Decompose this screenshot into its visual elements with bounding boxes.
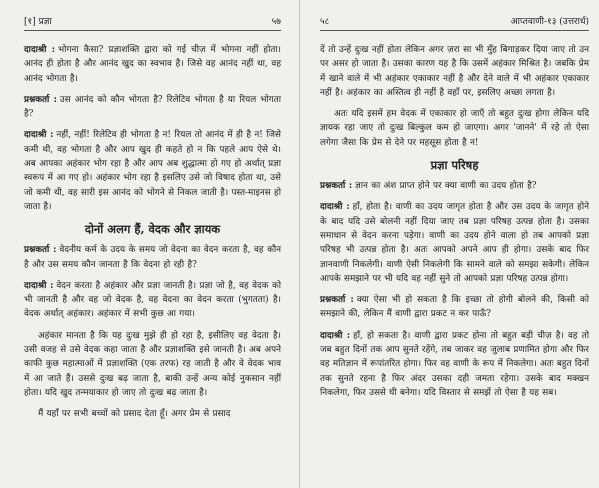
paragraph xyxy=(320,107,589,150)
paragraph xyxy=(24,43,281,86)
paragraph xyxy=(24,128,281,214)
speaker-label: दादाश्री : xyxy=(320,202,350,213)
right-page-header xyxy=(320,10,589,31)
paragraph-text: उस आनंद को कौन भोगता है? रिलेटिव भोगता है या रियल भोगता है? xyxy=(24,94,281,120)
speaker-label: प्रश्नकर्ता : xyxy=(24,94,57,105)
right-page xyxy=(300,0,599,488)
paragraph xyxy=(24,93,281,122)
left-page-header xyxy=(24,10,281,31)
paragraph-text: वेदनीय कर्म के उदय के समय जो वेदना का वेदन करता है, वह कौन है और उस समय कौन जानता है कि वेदना हो रही है? xyxy=(24,245,281,270)
speaker-label: दादाश्री : xyxy=(24,280,54,291)
paragraph-text: मैं यहाँ पर सभी बच्चों को प्रसाद देता हूँ। अगर प्रेम से प्रसाद xyxy=(38,409,231,420)
paragraph xyxy=(320,293,589,322)
paragraph xyxy=(24,243,281,272)
paragraph-text: अहंकार मानता है कि यह दुःख मुझे ही हो रहा है, इसीलिए वह वेदता है। उसी वजह से उसे वेदक कहा जाता है और प्रज्ञाशक्ति इसे जानती है। अब अपने काफी कुछ महात्माओं में प्रज्ञाशक्ति (एक तरफ) रह जाती है और वे वेदक भाव में आ जाते हैं। उससे दुःख बढ़ जाता है, बाकी उन्हें अन्य कोई नुकसान नहीं होता। यदि खुद तन्मयाकार हो जाए तो दुःख बढ़ जाता है। xyxy=(24,330,281,398)
section-heading: प्रज्ञा परिषह xyxy=(430,158,479,173)
left-page-content xyxy=(24,43,281,422)
paragraph-text: हाँ, हो सकता है। वाणी द्वारा प्रकट होना तो बहुत बड़ी चीज़ है। वह तो जब बहुत दिनों तक आप सुनते रहेंगे, तब जाकर वह जुलाब प्रणामित होगा और फिर वह मतिज्ञान में रूपांतरित होगा। फिर वह वाणी के रूप में निकलेगा। अतः बहुत दिनों तक सुनते रहना है फिर अंदर उसका दही जमता रहेगा। उसके बाद मक्खन निकलेगा, फिर उससे घी बनेगा। यदि विस्तार से समझें तो ऐसा है यह सब। xyxy=(320,330,589,398)
paragraph-text: भोगना कैसा? प्रज्ञाशक्ति द्वारा को गई चीज़ में भोगना नहीं होता। आनंद ही होता है और आनंद खुद का स्वभाव है। जिसे वह आनंद नहीं था, वह आनंद भोगता है। xyxy=(24,45,282,84)
paragraph-text: वेदन करता है अहंकार और प्रज्ञा जानती है। प्रज्ञा जो है, वह वेदक को भी जानती है और वह जो वेदक है, वह वेदना का वेदन करता (भुगतता) है। वेदक अर्थात् अहंकार। अहंकार में सभी कुछ आ गया। xyxy=(24,280,281,320)
paragraph-text: अतः यदि इसमें हम वेदक में एकाकार हो जाएँ तो बहुत दुःख होगा लेकिन यदि ज्ञायक रहा जाए तो दुःख बिल्कुल कम हो जाएगा। अगर 'जानने' में रहे तो ऐसा लगेगा जैसा कि प्रेम से देने पर महसूस होता है न! xyxy=(320,109,589,148)
paragraph xyxy=(320,179,589,193)
section-title: [१] प्रज्ञा xyxy=(24,17,52,27)
right-page-content xyxy=(320,43,589,400)
paragraph xyxy=(320,43,589,100)
speaker-label: प्रश्नकर्ता : xyxy=(24,245,57,256)
paragraph xyxy=(320,329,589,400)
paragraph xyxy=(320,200,589,286)
section-heading: दोनों अलग हैं, वेदक और ज्ञायक xyxy=(84,222,221,237)
page-number: ५७ xyxy=(271,17,281,27)
left-page xyxy=(0,0,299,488)
speaker-label: दादाश्री : xyxy=(24,130,54,141)
paragraph-text: दें तो उन्हें दुःख नहीं होता लेकिन अगर ज़रा सा भी मुँह बिगाड़कर दिया जाए तो उन पर असर हो जाता है। उसका कारण यह है कि उसमें अहंकार मिश्रित है। जबकि प्रेम में खाने वाले में भी अहंकार एकाकार नहीं है और देने वाले में भी अहंकार एकाकार नहीं है। अहंकार का अस्तित्व ही नहीं है वहाँ पर, इसलिए अच्छा लगता है। xyxy=(320,45,589,98)
speaker-label: प्रश्नकर्ता : xyxy=(320,181,353,192)
page-number: ५८ xyxy=(320,17,330,27)
paragraph-text: क्या ऐसा भी हो सकता है कि इच्छा तो होगी बोलने की, किसी को समझाने की, लेकिन मैं वाणी द्वारा प्रकट न कर पाऊँ? xyxy=(320,295,589,320)
speaker-label: दादाश्री : xyxy=(320,330,351,341)
paragraph-text: नहीं, नहीं! रिलेटिव ही भोगता है न! रियल तो आनंद में ही है न! जिसे कमी थी, वह भोगता है और आप खुद ही कहते हो न कि पहले आप ऐसे थे। अब आपका अहंकार भोग रहा है और आप अब शुद्धात्मा हो गए हो अर्थात् प्रज्ञा स्वरूप में आ गए हो। अहंकार भोग रहा है इसलिए उसे जो विषाद होता था, उसे जो कमी थी, वह सारी इस आनंद को भोगने से निकल जाती है। पस्त-माइनस हो जाता है। xyxy=(24,130,281,212)
paragraph xyxy=(24,279,281,322)
paragraph-text: ज्ञान का अंश प्राप्त होने पर क्या वाणी का उदय होता है? xyxy=(355,181,537,192)
speaker-label: दादाश्री : xyxy=(24,45,55,55)
paragraph xyxy=(24,329,281,400)
book-title: आप्तवाणी-१३ (उत्तरार्ध) xyxy=(510,17,589,27)
paragraph xyxy=(24,407,281,421)
paragraph-text: हाँ, होता है। वाणी का उदय जागृत होता है और उस उदय के जागृत होने के बाद यदि उसे बोलनी नहीं दिया जाए तब प्रज्ञा परिषह उत्पन्न होता है। उसका समाधान से वेदन करना पड़ेगा। वाणी का उदय होने वाला हो तब आपको प्रज्ञा परिषह भी उत्पन्न होता है। अतः आपको अपने आप ही होगा। उसके बाद फिर ज्ञानवाणी निकलेगी। वाणी ऐसी निकलेगी कि सामने वाले को समझा सकेगी। लेकिन आपके समझाने पर भी यदि वह नहीं सुने तो आपको प्रज्ञा परिषह उत्पन्न होगा। xyxy=(320,202,589,284)
speaker-label: प्रश्नकर्ता : xyxy=(320,295,354,306)
